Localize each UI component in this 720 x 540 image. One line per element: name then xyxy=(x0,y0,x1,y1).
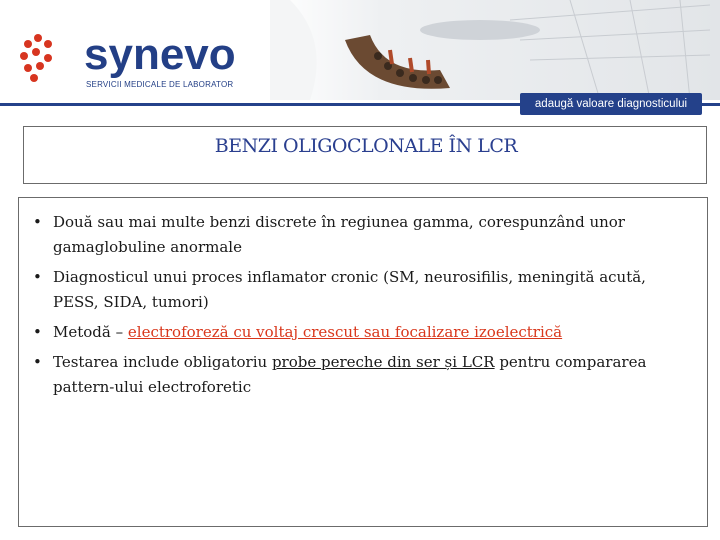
slide-title: BENZI OLIGOCLONALE ÎN LCR xyxy=(214,135,518,157)
bullet-list xyxy=(31,210,691,405)
method-link[interactable]: electroforeză cu voltaj crescut sau focalizare izoelectrică xyxy=(127,323,563,341)
header xyxy=(0,0,720,118)
logo-wordmark: synevo xyxy=(84,30,236,79)
bullet-prefix: Metodă – xyxy=(53,323,128,341)
tagline-banner xyxy=(520,93,702,115)
list-item xyxy=(31,350,691,400)
lab-equipment-image xyxy=(270,0,720,100)
title-box xyxy=(23,126,707,184)
logo-subtitle: SERVICII MEDICALE DE LABORATOR xyxy=(86,80,234,89)
bullet-text: Diagnosticul unui proces inflamator cronic (SM, neurosifilis, meningită acută, PESS, SIDA, tumori) xyxy=(53,268,646,311)
list-item xyxy=(31,320,691,345)
bullet-prefix: Testarea include obligatoriu xyxy=(53,353,272,371)
paired-samples-text: probe pereche din ser și LCR xyxy=(271,353,495,371)
synevo-logo[interactable] xyxy=(18,30,238,100)
list-item xyxy=(31,265,691,315)
content-box xyxy=(18,197,708,527)
bullet-suffix: pentru compararea pattern-ului electroforetic xyxy=(53,353,647,396)
logo-dots-icon xyxy=(18,30,78,90)
list-item xyxy=(31,210,691,260)
tagline-text: adaugă valoare diagnosticului xyxy=(534,98,688,110)
bullet-text: Două sau mai multe benzi discrete în regiunea gamma, corespunzând unor gamaglobuline anormale xyxy=(53,213,625,256)
